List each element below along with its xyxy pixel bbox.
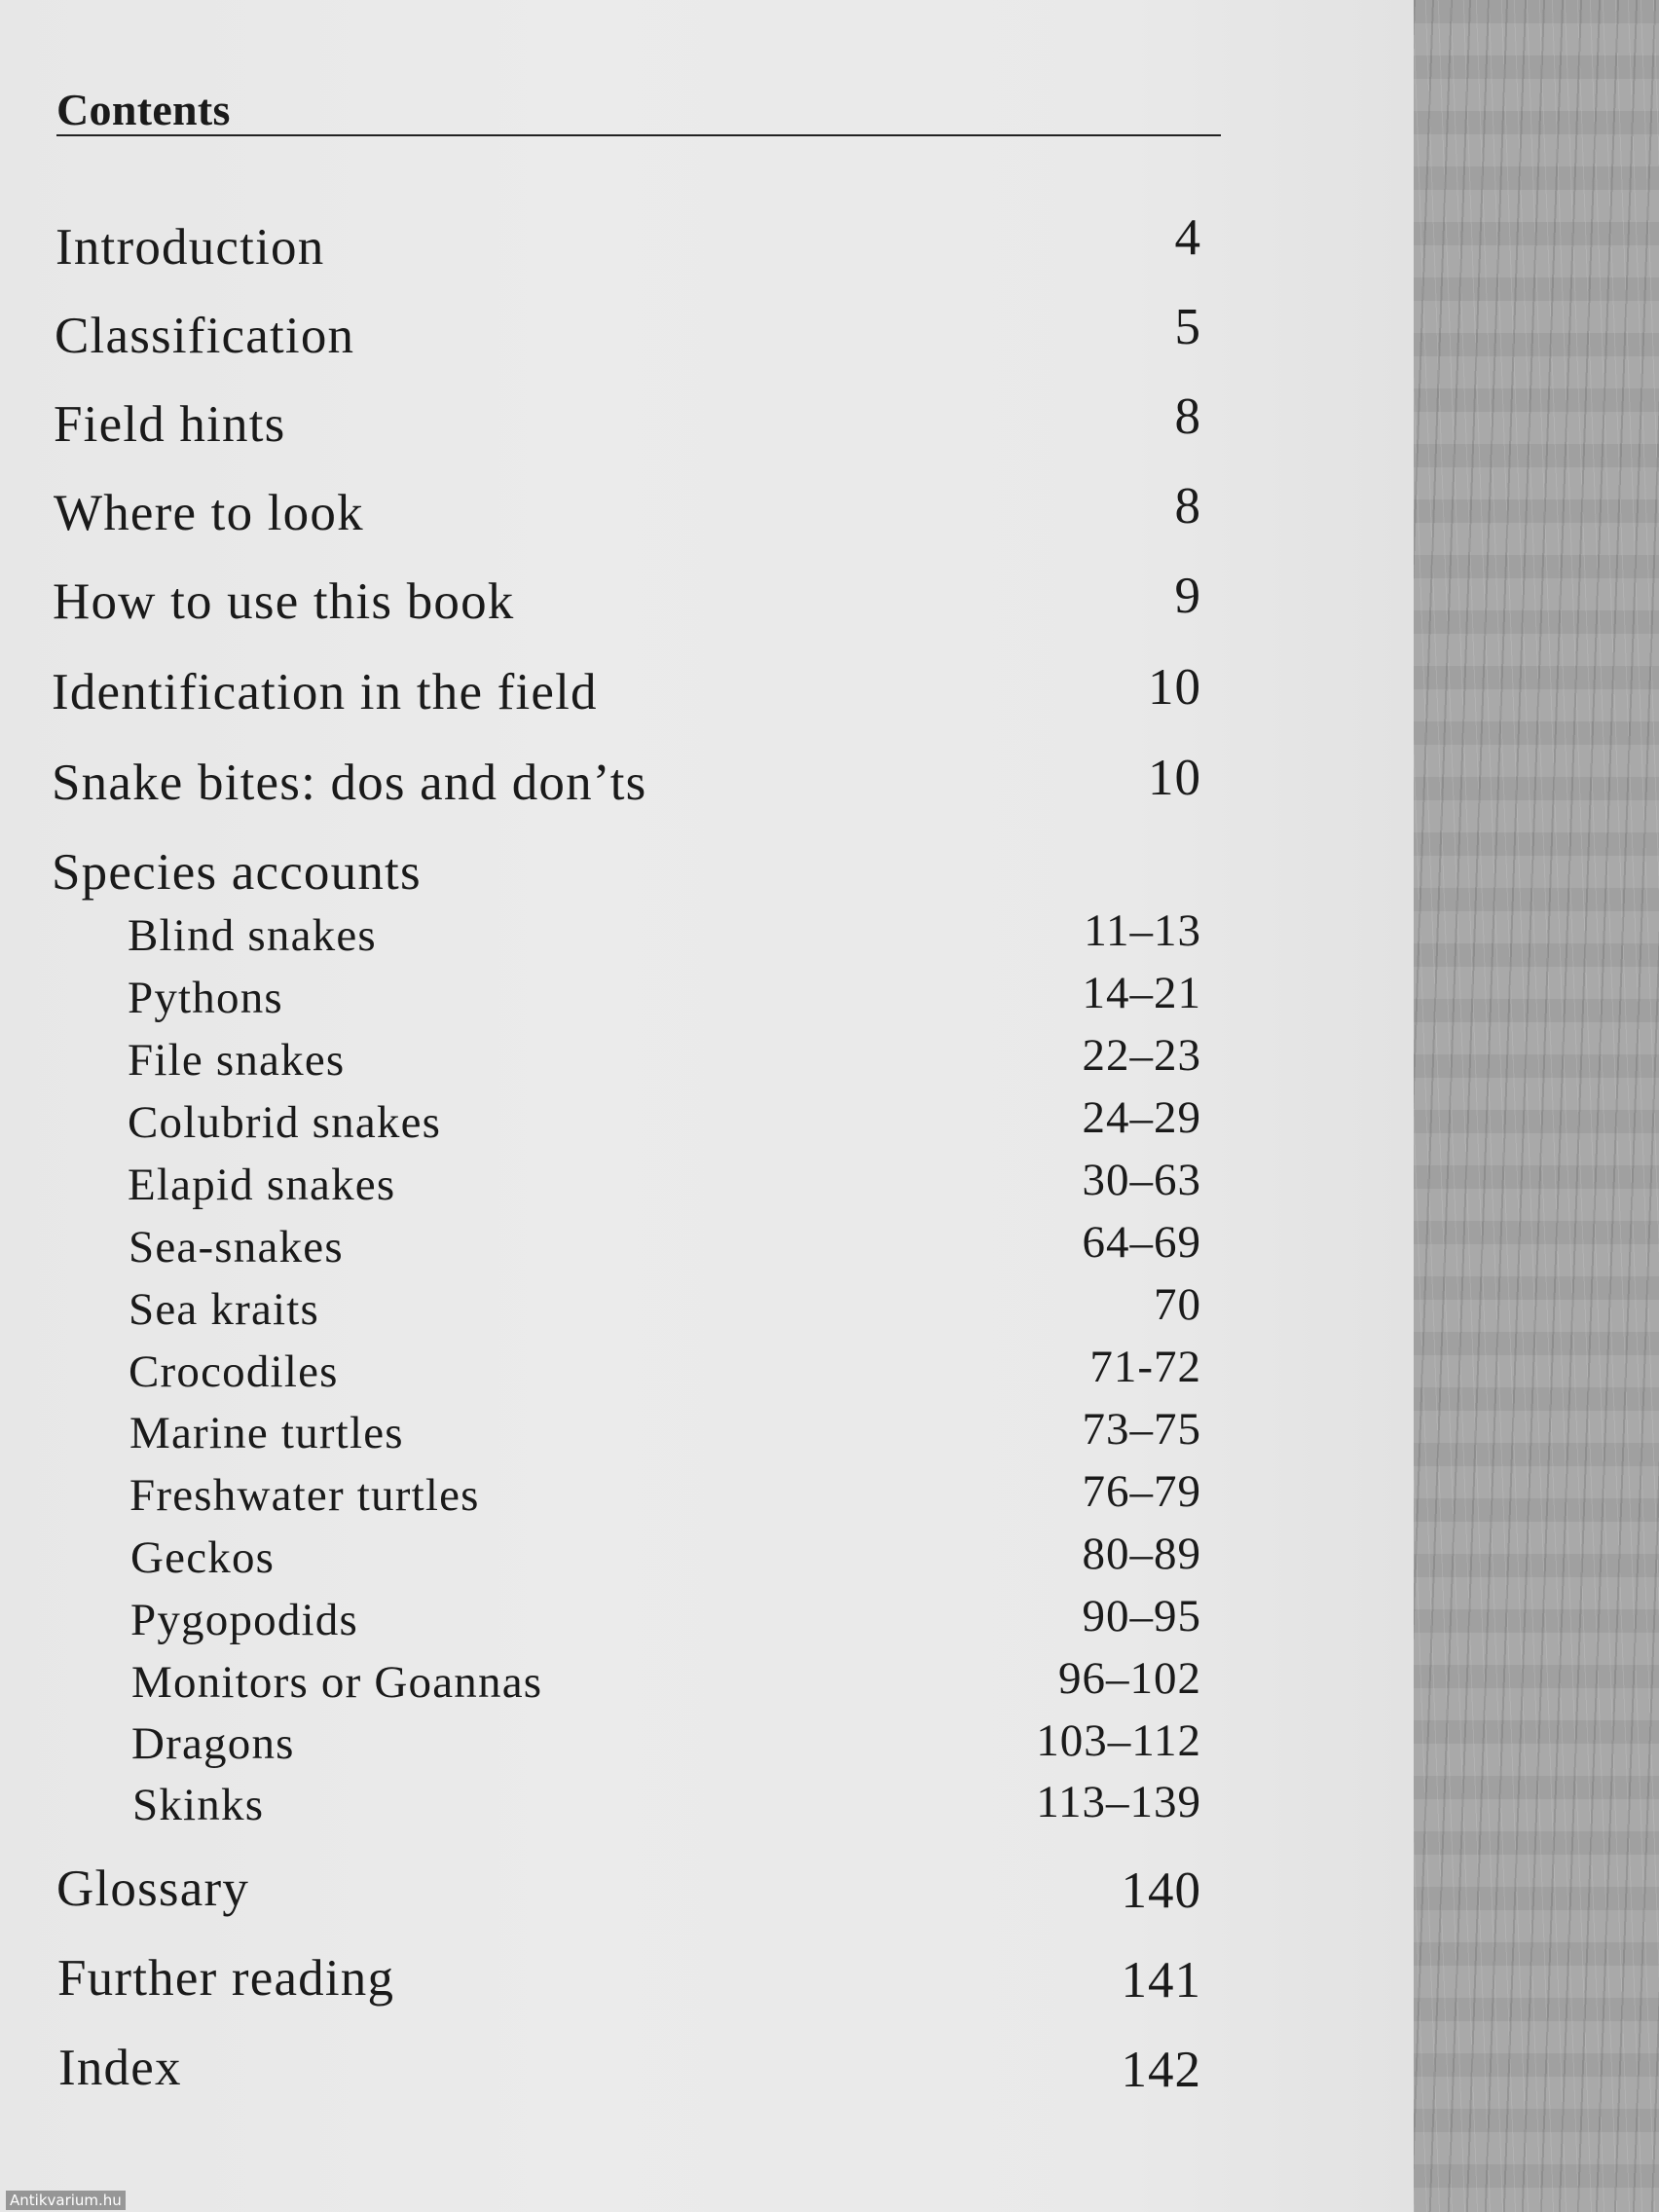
toc-subentry-pygopodids: Pygopodids <box>130 1595 358 1645</box>
toc-entry-how-to-use: How to use this book <box>53 573 515 630</box>
toc-entry-species-accounts: Species accounts <box>52 844 422 901</box>
toc-page-freshwater-turtles: 76–79 <box>1082 1466 1201 1517</box>
toc-page-introduction: 4 <box>1174 209 1201 266</box>
toc-subentry-freshwater-turtles: Freshwater turtles <box>129 1470 480 1521</box>
toc-page-sea-snakes: 64–69 <box>1082 1217 1201 1268</box>
toc-entry-index: Index <box>58 2040 182 2096</box>
toc-page-snake-bites: 10 <box>1148 750 1201 806</box>
toc-subentry-skinks: Skinks <box>132 1780 265 1830</box>
toc-page-file-snakes: 22–23 <box>1082 1030 1201 1081</box>
toc-page-pygopodids: 90–95 <box>1082 1591 1201 1641</box>
toc-entry-identification: Identification in the field <box>52 664 598 720</box>
toc-page-sea-kraits: 70 <box>1154 1279 1201 1330</box>
toc-subentry-sea-snakes: Sea-snakes <box>129 1222 344 1272</box>
toc-subentry-dragons: Dragons <box>131 1718 295 1769</box>
toc-page-how-to-use: 9 <box>1174 568 1201 624</box>
toc-subentry-monitors: Monitors or Goannas <box>131 1657 543 1708</box>
toc-page-colubrid-snakes: 24–29 <box>1082 1092 1201 1143</box>
toc-page-glossary: 140 <box>1121 1862 1201 1919</box>
toc-page-elapid-snakes: 30–63 <box>1082 1155 1201 1205</box>
toc-subentry-file-snakes: File snakes <box>128 1035 346 1086</box>
toc-subentry-marine-turtles: Marine turtles <box>129 1408 404 1458</box>
toc-entry-where-to-look: Where to look <box>54 485 364 541</box>
toc-subentry-colubrid-snakes: Colubrid snakes <box>128 1097 442 1148</box>
toc-entry-field-hints: Field hints <box>54 396 286 453</box>
toc-page-geckos: 80–89 <box>1082 1529 1201 1579</box>
toc-page-blind-snakes: 11–13 <box>1084 905 1201 956</box>
toc-subentry-pythons: Pythons <box>128 973 283 1023</box>
toc-page-skinks: 113–139 <box>1036 1777 1201 1827</box>
toc-page-field-hints: 8 <box>1174 388 1201 445</box>
toc-subentry-elapid-snakes: Elapid snakes <box>128 1160 396 1210</box>
contents-heading: Contents <box>56 85 231 134</box>
toc-subentry-sea-kraits: Sea kraits <box>129 1284 320 1335</box>
toc-entry-further-reading: Further reading <box>57 1950 395 2007</box>
toc-page-classification: 5 <box>1174 299 1201 355</box>
toc-page-crocodiles: 71-72 <box>1089 1342 1201 1392</box>
toc-page-where-to-look: 8 <box>1174 478 1201 535</box>
toc-subentry-blind-snakes: Blind snakes <box>128 910 377 961</box>
toc-page-pythons: 14–21 <box>1082 968 1201 1018</box>
toc-subentry-crocodiles: Crocodiles <box>129 1346 339 1397</box>
toc-entry-classification: Classification <box>55 308 355 364</box>
toc-page-monitors: 96–102 <box>1058 1653 1201 1704</box>
toc-subentry-geckos: Geckos <box>130 1532 276 1583</box>
toc-page-dragons: 103–112 <box>1036 1715 1201 1766</box>
toc-entry-glossary: Glossary <box>56 1861 250 1917</box>
watermark: Antikvarium.hu <box>6 2191 126 2210</box>
toc-page-further-reading: 141 <box>1121 1952 1201 2009</box>
toc-page-marine-turtles: 73–75 <box>1082 1404 1201 1455</box>
toc-page-index: 142 <box>1121 2042 1201 2098</box>
toc-entry-introduction: Introduction <box>55 219 325 276</box>
toc-entry-snake-bites: Snake bites: dos and don’ts <box>52 755 647 811</box>
toc-page-identification: 10 <box>1148 659 1201 716</box>
background-surface <box>1414 0 1659 2212</box>
